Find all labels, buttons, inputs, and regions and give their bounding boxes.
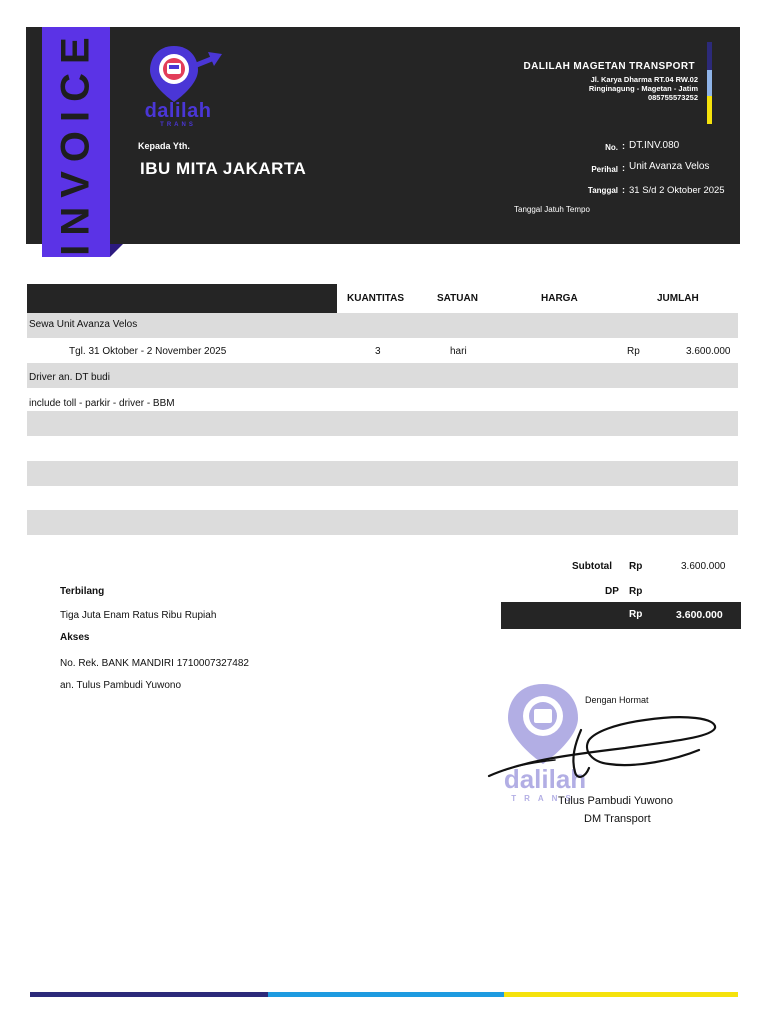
invoice-title: INVOICE bbox=[53, 28, 98, 256]
stamp-text: dalilah bbox=[503, 764, 587, 794]
subtotal-currency: Rp bbox=[629, 561, 643, 572]
footer-bar-blue bbox=[268, 992, 504, 997]
footer-bar-yellow bbox=[504, 992, 738, 997]
greeting: Dengan Hormat bbox=[585, 695, 649, 705]
signatory-name: Tulus Pambudi Yuwono bbox=[558, 795, 673, 807]
company-address-2: Ringinagung - Magetan - Jatim bbox=[588, 84, 698, 93]
col-header-satuan: SATUAN bbox=[437, 293, 478, 304]
row-description: Tgl. 31 Oktober - 2 November 2025 bbox=[69, 346, 227, 357]
perihal-value: Unit Avanza Velos bbox=[629, 161, 710, 172]
stripe-navy bbox=[707, 42, 712, 70]
bank-account: No. Rek. BANK MANDIRI 1710007327482 bbox=[60, 658, 249, 669]
total-currency: Rp bbox=[629, 609, 643, 620]
row-amount: 3.600.000 bbox=[686, 346, 731, 357]
table-row bbox=[27, 436, 738, 461]
table-row bbox=[27, 461, 738, 486]
perihal-label: Perihal bbox=[591, 165, 618, 174]
terbilang-label: Terbilang bbox=[60, 586, 105, 597]
stamp-subtext: TRANS bbox=[511, 794, 579, 803]
row-description: include toll - parkir - driver - BBM bbox=[29, 398, 175, 409]
total-value: 3.600.000 bbox=[676, 609, 723, 621]
row-currency: Rp bbox=[627, 346, 640, 357]
footer-bar-navy bbox=[30, 992, 268, 997]
dalilah-logo bbox=[134, 40, 234, 132]
colon: : bbox=[622, 163, 625, 173]
stripe-yellow bbox=[707, 96, 712, 124]
recipient-label: Kepada Yth. bbox=[138, 141, 190, 151]
signatory-company: DM Transport bbox=[584, 813, 651, 825]
table-header-description bbox=[27, 284, 337, 313]
row-description: Sewa Unit Avanza Velos bbox=[29, 319, 138, 330]
colon: : bbox=[622, 185, 625, 195]
colon: : bbox=[622, 141, 625, 151]
col-header-kuantitas: KUANTITAS bbox=[347, 293, 405, 304]
table-row bbox=[27, 486, 738, 511]
invoice-no-label: No. bbox=[605, 143, 618, 152]
logo-subtext: TRANS bbox=[160, 122, 196, 128]
account-holder: an. Tulus Pambudi Yuwono bbox=[60, 680, 182, 691]
row-quantity: 3 bbox=[375, 346, 381, 357]
row-unit: hari bbox=[450, 346, 467, 357]
table-row bbox=[27, 510, 738, 535]
subtotal-label: Subtotal bbox=[572, 561, 612, 572]
dp-label: DP bbox=[605, 586, 619, 597]
company-name: DALILAH MAGETAN TRANSPORT bbox=[523, 61, 695, 72]
company-phone: 085755573252 bbox=[647, 93, 698, 102]
side-band-fold bbox=[110, 244, 123, 257]
row-description: Driver an. DT budi bbox=[29, 372, 110, 383]
col-header-harga: HARGA bbox=[541, 293, 578, 304]
due-date-label: Tanggal Jatuh Tempo bbox=[514, 205, 590, 214]
handwritten-signature bbox=[485, 710, 725, 790]
logo-text: dalilah bbox=[144, 100, 212, 122]
recipient-name: IBU MITA JAKARTA bbox=[140, 159, 307, 178]
col-header-jumlah: JUMLAH bbox=[657, 293, 699, 304]
tanggal-value: 31 S/d 2 Oktober 2025 bbox=[629, 185, 725, 196]
table-row bbox=[27, 363, 738, 388]
table-row bbox=[27, 411, 738, 436]
invoice-no-value: DT.INV.080 bbox=[629, 140, 680, 151]
dp-currency: Rp bbox=[629, 586, 643, 597]
company-address-1: Jl. Karya Dharma RT.04 RW.02 bbox=[590, 75, 698, 84]
subtotal-value: 3.600.000 bbox=[681, 561, 726, 572]
terbilang-text: Tiga Juta Enam Ratus Ribu Rupiah bbox=[60, 610, 217, 621]
stripe-blue bbox=[707, 70, 712, 96]
tanggal-label: Tanggal bbox=[587, 186, 618, 195]
akses-label: Akses bbox=[60, 632, 90, 643]
